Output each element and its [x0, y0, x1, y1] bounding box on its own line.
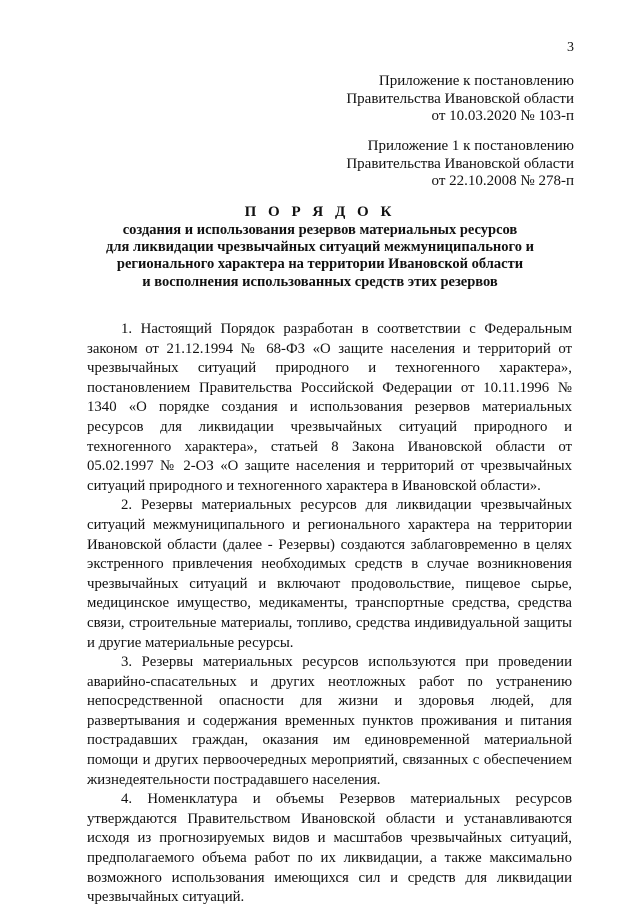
paragraph-2: 2. Резервы материальных ресурсов для ликвидации чрезвычайных ситуаций межмуниципального и регионального характера на территории Ивановской области (далее - Резервы) создаются заблаговременно в целях экстренного привлечения необходимых средств в случае возникновения чрезвычайных ситуаций и включают продовольствие, пищевое сырье, медицинское имущество, медикаменты, транспортные средства, средства связи, строительные материалы, топливо, средства индивидуальной защиты и другие материальные ресурсы.: [87, 497, 572, 651]
subtitle-line-3: регионального характера на территории Ивановской области: [116, 256, 524, 273]
document-body: [87, 320, 572, 908]
paragraph-1: 1. Настоящий Порядок разработан в соответствии с Федеральным законом от 21.12.1994 № 68-ФЗ «О защите населения и территорий от чрезвычайных ситуаций природного и техногенного характера», постановлением Правительства Российской Федерации от 10.11.1996 № 1340 «О порядке создания и использования резервов материальных ресурсов для ликвидации чрезвычайных ситуаций природного и техногенного характера», статьей 8 Закона Ивановской области от 05.02.1997 № 2-ОЗ «О защите населения и территорий от чрезвычайных ситуаций природного и техногенного характера в Ивановской области».: [87, 321, 572, 494]
appendix-original-line-2: Правительства Ивановской области: [346, 155, 574, 172]
paragraph-3: 3. Резервы материальных ресурсов используются при проведении аварийно-спасательных и других неотложных работ по устранению непосредственной опасности для жизни и здоровья людей, для развертывания и содержания временных пунктов проживания и питания пострадавших граждан, оказания им единовременной материальной помощи и других первоочередных мероприятий, связанных с обеспечением жизнедеятельности пострадавшего населения.: [87, 654, 572, 788]
appendix-current-line-3: от 10.03.2020 № 103-п: [431, 108, 574, 124]
appendix-original-header: [346, 138, 574, 191]
appendix-current-line-1: Приложение к постановлению: [378, 73, 574, 89]
paragraph-4: 4. Номенклатура и объемы Резервов материальных ресурсов утверждаются Правительством Ивановской области и устанавливаются исходя из прогнозируемых видов и масштабов чрезвычайных ситуаций, предполагаемого объема работ по их ликвидации, а также максимально возможного использования имеющихся сил и средств для ликвидации чрезвычайных ситуаций.: [87, 791, 572, 906]
document-subtitle: [60, 222, 580, 291]
page-number: 3: [567, 40, 574, 55]
appendix-original-line-3: от 22.10.2008 № 278-п: [431, 173, 574, 189]
subtitle-line-1: создания и использования резервов материальных ресурсов: [122, 222, 518, 238]
subtitle-line-4: и восполнения использованных средств этих резервов: [142, 273, 498, 290]
appendix-current-header: [346, 73, 574, 126]
appendix-original-line-1: Приложение 1 к постановлению: [367, 138, 574, 154]
appendix-current-line-2: Правительства Ивановской области: [346, 90, 574, 107]
subtitle-line-2: для ликвидации чрезвычайных ситуаций межмуниципального и: [106, 239, 534, 256]
document-title: П О Р Я Д О К: [244, 204, 396, 220]
